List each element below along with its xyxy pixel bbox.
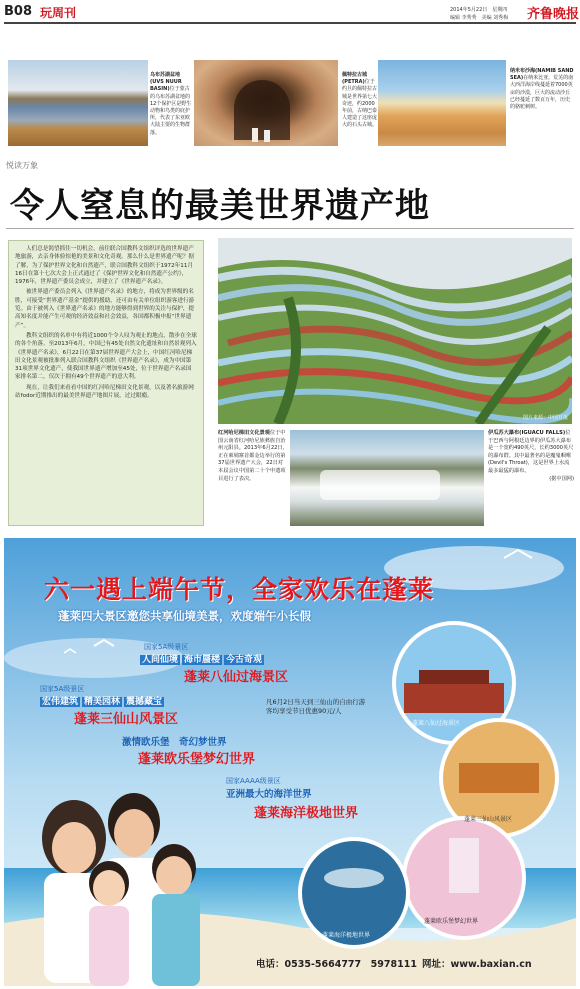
- header-rule: [4, 22, 576, 24]
- circle-label: 蓬莱海洋极地世界: [322, 932, 371, 939]
- page-number: B08: [4, 4, 32, 19]
- iguazu-credit: (据中国网): [549, 475, 574, 482]
- photo-uvs-basin: [8, 60, 148, 146]
- article-paragraph: 现在，让我们来看看中国的红河哈尼梯田文化景观，以及著名旅游网站fodor近期推出的最美世界遗产地图片展，过过眼瘾。: [15, 384, 194, 400]
- photo-honghe-terraces: [218, 238, 572, 424]
- penglai-advertisement: [4, 538, 576, 986]
- circle-label: 蓬莱欧乐堡梦幻世界: [424, 918, 479, 925]
- caption-honghe: 红河哈尼梯田文化景观位于中国云南省红河哈尼族彝族自治州元阳县。2013年6月22日，正在柬埔寨首都金边举行的第37届世界遗产大会，22日对本届会议中国第二十个申遗项目进行了表决。: [218, 430, 288, 482]
- circle-label: 蓬莱八仙过海景区: [412, 720, 461, 727]
- photo-credit: 图片来源：中国日报: [522, 415, 568, 421]
- newspaper-logo: 齐鲁晚报: [527, 7, 580, 22]
- headline-rule: [6, 228, 574, 229]
- caption-uvs: 乌布苏湖盆地(UVS NUUR BASIN)位于蒙古的乌布苏湖盆地的12个保护区是野生动物和鸟类的庇护所，代表了东亚欧大陆主要的生物群落。: [150, 72, 192, 136]
- ad-scenic-name: 蓬莱三仙山风景区: [74, 712, 179, 727]
- article-paragraph: 教科文组织的名单中有将近1000个令人叹为观止的地点，散步在全球的各个角落。至2013年6月，中国已有45处自然文化遗址和自然景观列入《世界遗产名录》，6月22日在第37届世界遗产大会上，中国红河哈尼梯田文化景观被批准列入联合国教科文组织《世界遗产名录》，成为中国第31项世界文化遗产，使我国世界遗产增加至45处，位于世界遗产名录国家排名第二，仅次于拥有49个世界遗产的意大利。: [15, 332, 197, 381]
- article-paragraph: 人们总是渴望抓住一切机会，前往联合国教科文组织评选的世界遗产地旅游，去亲身体验惊艳的美景和文化奇观。那么什么是世界遗产呢？据了解，为了保护世界文化和自然遗产，联合国教科文组织于1972年11月16日在第十七次大会上正式通过了《保护世界文化和自然遗产公约》，1976年，世界遗产委员会成立，并建立了《世界遗产名录》。: [15, 246, 195, 286]
- ad-tags: 人间仙境 海市蜃楼 今古奇观: [142, 655, 263, 665]
- ad-phone: 电话：0535-5664777 5978111: [256, 959, 417, 970]
- ad-tags: 宏伟建筑 精美园林 震撼藏宝: [42, 697, 163, 707]
- photo-petra: [194, 60, 338, 146]
- caption-petra: 佩特拉古城(PETRA)位于约旦的佩特拉古城是世界第七大奇迹，约2000年前，古纳巴泰人建造了这座庞大的石头古城。: [342, 72, 378, 129]
- ad-website: 网址：www.baxian.cn: [422, 959, 532, 970]
- photo-iguazu: [290, 430, 484, 526]
- caption-namib: 纳米布沙海(NAMIB SAND SEA)在纳米比亚，荒芜的南大西洋海岸线蔓延着7000英亩的沙漠，巨大的流动沙丘已经蔓延了数百万年，历史的骆驼刺树。: [510, 68, 574, 111]
- ad-tags: 亚洲最大的海洋世界: [226, 789, 312, 800]
- circle-label: 蓬莱三仙山风景区: [464, 816, 513, 823]
- photo-namib: [378, 60, 506, 146]
- ad-tags: 激情欧乐堡 奇幻梦世界: [122, 737, 227, 748]
- ad-grade: 国家5A级景区: [40, 685, 85, 693]
- ad-scenic-name: 蓬莱欧乐堡梦幻世界: [138, 752, 256, 767]
- article-paragraph: 被世界遗产委员会列入《世界遗产名录》的地方，将成为世界级的名胜，可接受“世界遗产基金”提供的援助，还可由有关单位组织游客进行游览。由于被列入《世界遗产名录》的地方能够得到世界的关注与保护，提高知名度并能产生可观的经济效益和社会效益，各国都积极申报“世界遗产”。: [15, 289, 195, 329]
- ad-scenic-name: 蓬莱八仙过海景区: [184, 670, 289, 685]
- headline: 令人窒息的最美世界遗产地: [10, 186, 430, 226]
- kicker: 悦读万象: [6, 161, 38, 170]
- editors-line: 编辑 李秀秀 美编 刘秀梅: [450, 15, 509, 21]
- ad-scenic-name: 蓬莱海洋极地世界: [254, 806, 359, 821]
- ad-subhead: 蓬莱四大景区邀您共享仙境美景，欢度端午小长假: [58, 609, 311, 623]
- caption-iguazu: 伊瓜苏大瀑布(IGUACU FALLS)位于巴西与阿根廷边界的伊瓜苏大瀑布是一个宽约490英尺，长约3000英尺的瀑布群。其中最著名的是魔鬼咽喉(Devil's Throat)，这是世界上水流最多最猛的瀑布。 (据中国网): [488, 430, 574, 482]
- article-box: [8, 240, 204, 526]
- ad-grade: 国家AAAA级景区: [226, 777, 281, 785]
- ad-promo: 凡6月2日当天到三仙山的自由行游客均享受节日优惠90元/人: [266, 698, 366, 715]
- ad-grade: 国家5A级景区: [144, 643, 189, 651]
- date-line: 2014年5月22日 星期四: [450, 7, 508, 13]
- ad-headline: 六一遇上端午节，全家欢乐在蓬莱: [44, 575, 435, 604]
- section-title: 玩周刊: [40, 6, 77, 20]
